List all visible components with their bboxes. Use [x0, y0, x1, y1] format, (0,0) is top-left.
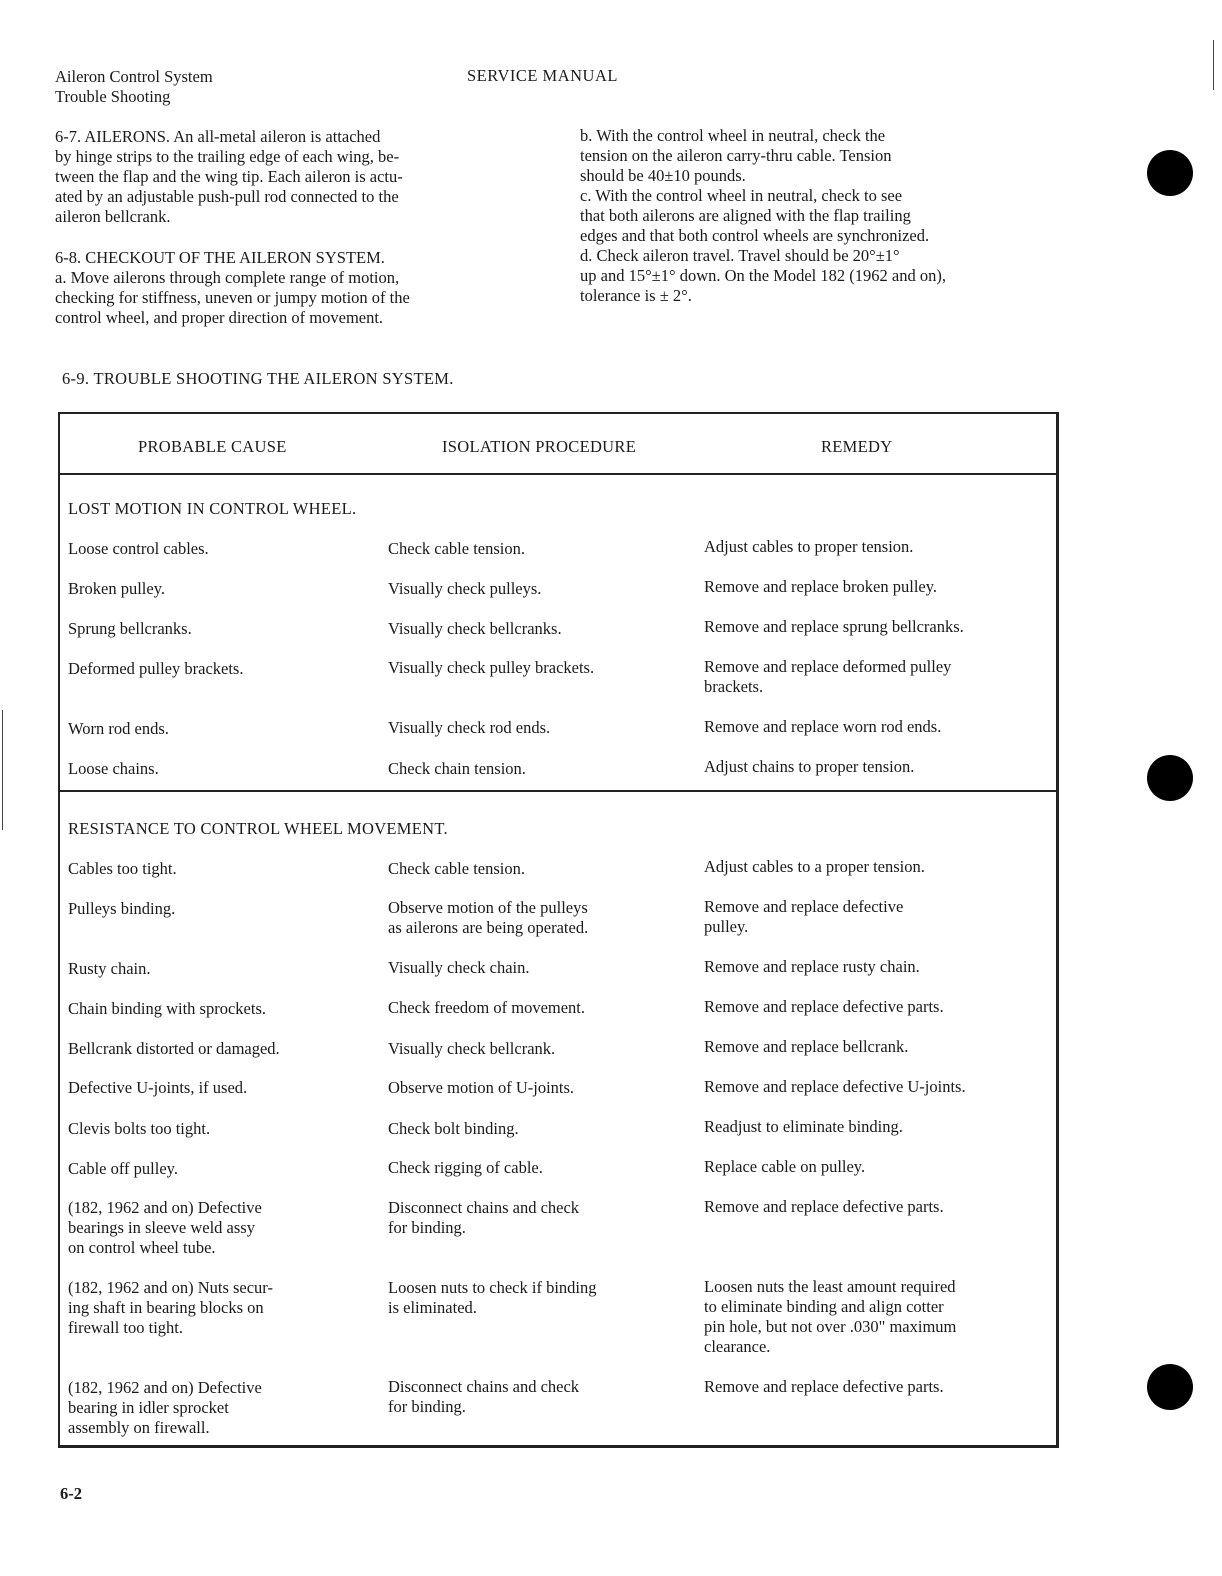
- cause-cell: Pulleys binding.: [68, 899, 176, 918]
- section-heading: Aileron Control System Trouble Shooting: [55, 67, 213, 106]
- paragraph-6-7: 6-7. AILERONS. An all-metal aileron is attached by hinge strips to the trailing edge of each wing, be- tween the flap and the wing tip. Each aileron is actu- ated by an adjustable push-pull rod connected to the aileron bellcrank.: [55, 127, 403, 226]
- group-title-resistance: RESISTANCE TO CONTROL WHEEL MOVEMENT.: [68, 819, 448, 838]
- procedure-cell: Disconnect chains and check for binding.: [388, 1377, 580, 1416]
- paragraph-d: d. Check aileron travel. Travel should be 20°±1° up and 15°±1° down. On the Model 182 (1962 and on), tolerance is ± 2°.: [580, 246, 946, 305]
- paragraph-b: b. With the control wheel in neutral, check the tension on the aileron carry-thru cable. Tension should be 40±10 pounds.: [580, 126, 892, 185]
- cause-cell: Defective U-joints, if used.: [68, 1078, 248, 1097]
- procedure-cell: Visually check chain.: [388, 958, 530, 977]
- binder-hole: [1147, 150, 1193, 196]
- manual-title: SERVICE MANUAL: [467, 66, 618, 85]
- remedy-cell: Remove and replace defective parts.: [704, 1377, 944, 1396]
- procedure-cell: Check bolt binding.: [388, 1119, 519, 1138]
- remedy-cell: Remove and replace broken pulley.: [704, 577, 938, 596]
- procedure-cell: Loosen nuts to check if binding is eliminated.: [388, 1278, 597, 1317]
- procedure-cell: Visually check pulleys.: [388, 579, 542, 598]
- procedure-cell: Check cable tension.: [388, 539, 525, 558]
- paragraph-6-8-a: a. Move ailerons through complete range of motion, checking for stiffness, uneven or jumpy motion of the control wheel, and proper direction of movement.: [55, 268, 410, 327]
- cause-cell: Rusty chain.: [68, 959, 151, 978]
- remedy-cell: Remove and replace rusty chain.: [704, 957, 920, 976]
- procedure-cell: Check rigging of cable.: [388, 1158, 543, 1177]
- cause-cell: Loose control cables.: [68, 539, 209, 558]
- procedure-cell: Check cable tension.: [388, 859, 525, 878]
- remedy-cell: Readjust to eliminate binding.: [704, 1117, 903, 1136]
- remedy-cell: Adjust chains to proper tension.: [704, 757, 915, 776]
- procedure-cell: Check chain tension.: [388, 759, 526, 778]
- remedy-cell: Remove and replace worn rod ends.: [704, 717, 942, 736]
- procedure-cell: Check freedom of movement.: [388, 998, 586, 1017]
- cause-cell: Cable off pulley.: [68, 1159, 178, 1178]
- remedy-cell: Remove and replace deformed pulley brackets.: [704, 657, 952, 696]
- group-title-lost-motion: LOST MOTION IN CONTROL WHEEL.: [68, 499, 357, 518]
- header-probable-cause: PROBABLE CAUSE: [138, 437, 287, 456]
- cause-cell: (182, 1962 and on) Defective bearings in sleeve weld assy on control wheel tube.: [68, 1198, 262, 1257]
- cause-cell: (182, 1962 and on) Defective bearing in idler sprocket assembly on firewall.: [68, 1378, 262, 1437]
- remedy-cell: Remove and replace defective pulley.: [704, 897, 904, 936]
- paragraph-6-8-title: 6-8. CHECKOUT OF THE AILERON SYSTEM.: [55, 248, 385, 267]
- remedy-cell: Replace cable on pulley.: [704, 1157, 866, 1176]
- remedy-cell: Remove and replace sprung bellcranks.: [704, 617, 964, 636]
- cause-cell: Clevis bolts too tight.: [68, 1119, 211, 1138]
- header-remedy: REMEDY: [821, 437, 893, 456]
- trouble-shooting-title: 6-9. TROUBLE SHOOTING THE AILERON SYSTEM.: [62, 369, 454, 388]
- procedure-cell: Disconnect chains and check for binding.: [388, 1198, 580, 1237]
- procedure-cell: Visually check rod ends.: [388, 718, 551, 737]
- group-divider: [58, 790, 1059, 792]
- cause-cell: Broken pulley.: [68, 579, 165, 598]
- scan-edge-mark: [1213, 40, 1214, 90]
- remedy-cell: Remove and replace defective U-joints.: [704, 1077, 966, 1096]
- procedure-cell: Observe motion of the pulleys as ailerons are being operated.: [388, 898, 589, 937]
- header-divider: [58, 473, 1059, 475]
- cause-cell: Deformed pulley brackets.: [68, 659, 244, 678]
- header-isolation-procedure: ISOLATION PROCEDURE: [442, 437, 637, 456]
- remedy-cell: Loosen nuts the least amount required to eliminate binding and align cotter pin hole, but not over .030" maximum clearance.: [704, 1277, 957, 1356]
- cause-cell: Loose chains.: [68, 759, 159, 778]
- remedy-cell: Remove and replace bellcrank.: [704, 1037, 909, 1056]
- binder-hole: [1147, 1364, 1193, 1410]
- remedy-cell: Remove and replace defective parts.: [704, 997, 944, 1016]
- cause-cell: (182, 1962 and on) Nuts secur- ing shaft in bearing blocks on firewall too tight.: [68, 1278, 273, 1337]
- scan-edge-mark: [2, 710, 3, 830]
- cause-cell: Cables too tight.: [68, 859, 177, 878]
- procedure-cell: Visually check bellcrank.: [388, 1039, 556, 1058]
- binder-hole: [1147, 755, 1193, 801]
- cause-cell: Chain binding with sprockets.: [68, 999, 266, 1018]
- cause-cell: Sprung bellcranks.: [68, 619, 192, 638]
- remedy-cell: Adjust cables to a proper tension.: [704, 857, 925, 876]
- cause-cell: Bellcrank distorted or damaged.: [68, 1039, 280, 1058]
- remedy-cell: Adjust cables to proper tension.: [704, 537, 914, 556]
- paragraph-c: c. With the control wheel in neutral, check to see that both ailerons are aligned with the flap trailing edges and that both control wheels are synchronized.: [580, 186, 930, 245]
- procedure-cell: Observe motion of U-joints.: [388, 1078, 575, 1097]
- remedy-cell: Remove and replace defective parts.: [704, 1197, 944, 1216]
- procedure-cell: Visually check bellcranks.: [388, 619, 562, 638]
- procedure-cell: Visually check pulley brackets.: [388, 658, 595, 677]
- page-number: 6-2: [60, 1484, 82, 1503]
- cause-cell: Worn rod ends.: [68, 719, 169, 738]
